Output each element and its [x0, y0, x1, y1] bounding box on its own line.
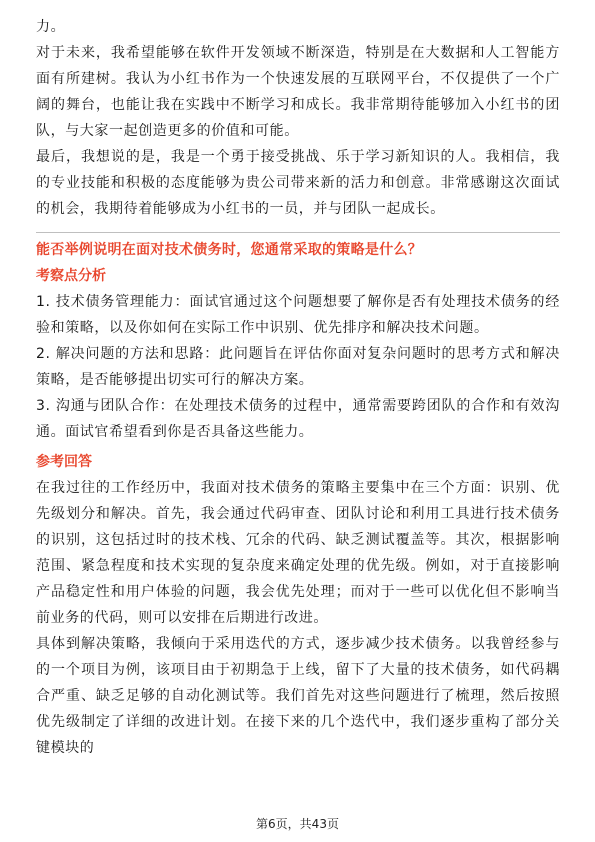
analysis-item: 2. 解决问题的方法和思路：此问题旨在评估你面对复杂问题时的思考方式和解决策略，是否能够提出切实可行的解决方案。	[36, 346, 560, 388]
answer-paragraph: 具体到解决策略，我倾向于采用迭代的方式，逐步减少技术债务。以我曾经参与的一个项目为例，该项目由于初期急于上线，留下了大量的技术债务，如代码耦合严重、缺乏足够的自动化测试等。我们首先对这些问题进行了梳理，然后按照优先级制定了详细的改进计划。在接下来的几个迭代中，我们逐步重构了部分关键模块的	[36, 636, 560, 756]
analysis-item: 1. 技术债务管理能力：面试官通过这个问题想要了解你是否有处理技术债务的经验和策略，以及你如何在实际工作中识别、优先排序和解决技术问题。	[36, 294, 560, 336]
page-number: 第6页，共43页	[256, 817, 339, 831]
section-divider	[36, 232, 560, 233]
question-heading: 能否举例说明在面对技术债务时，您通常采取的策略是什么？	[36, 242, 423, 258]
intro-paragraph: 对于未来，我希望能够在软件开发领域不断深造，特别是在大数据和人工智能方面有所建树。我认为小红书作为一个快速发展的互联网平台，不仅提供了一个广阔的舞台，也能让我在实践中不断学习和成长。我非常期待能够加入小红书的团队，与大家一起创造更多的价值和可能。	[36, 45, 560, 139]
intro-paragraph: 最后，我想说的是，我是一个勇于接受挑战、乐于学习新知识的人。我相信，我的专业技能和积极的态度能够为贵公司带来新的活力和创意。非常感谢这次面试的机会，我期待着能够成为小红书的一员，并与团队一起成长。	[36, 149, 560, 217]
answer-paragraph: 在我过往的工作经历中，我面对技术债务的策略主要集中在三个方面：识别、优先级划分和解决。首先，我会通过代码审查、团队讨论和利用工具进行技术债务的识别，这包括过时的技术栈、冗余的代码、缺乏测试覆盖等。其次，根据影响范围、紧急程度和技术实现的复杂度来确定处理的优先级。例如，对于直接影响产品稳定性和用户体验的问题，我会优先处理；而对于一些可以优化但不影响当前业务的代码，则可以安排在后期进行改进。	[36, 480, 560, 626]
page-content	[36, 14, 560, 761]
analysis-title: 考察点分析	[36, 268, 106, 284]
intro-paragraph: 力。	[36, 19, 66, 35]
analysis-item: 3. 沟通与团队合作：在处理技术债务的过程中，通常需要跨团队的合作和有效沟通。面试官希望看到你是否具备这些能力。	[36, 398, 560, 440]
answer-title: 参考回答	[36, 454, 92, 470]
